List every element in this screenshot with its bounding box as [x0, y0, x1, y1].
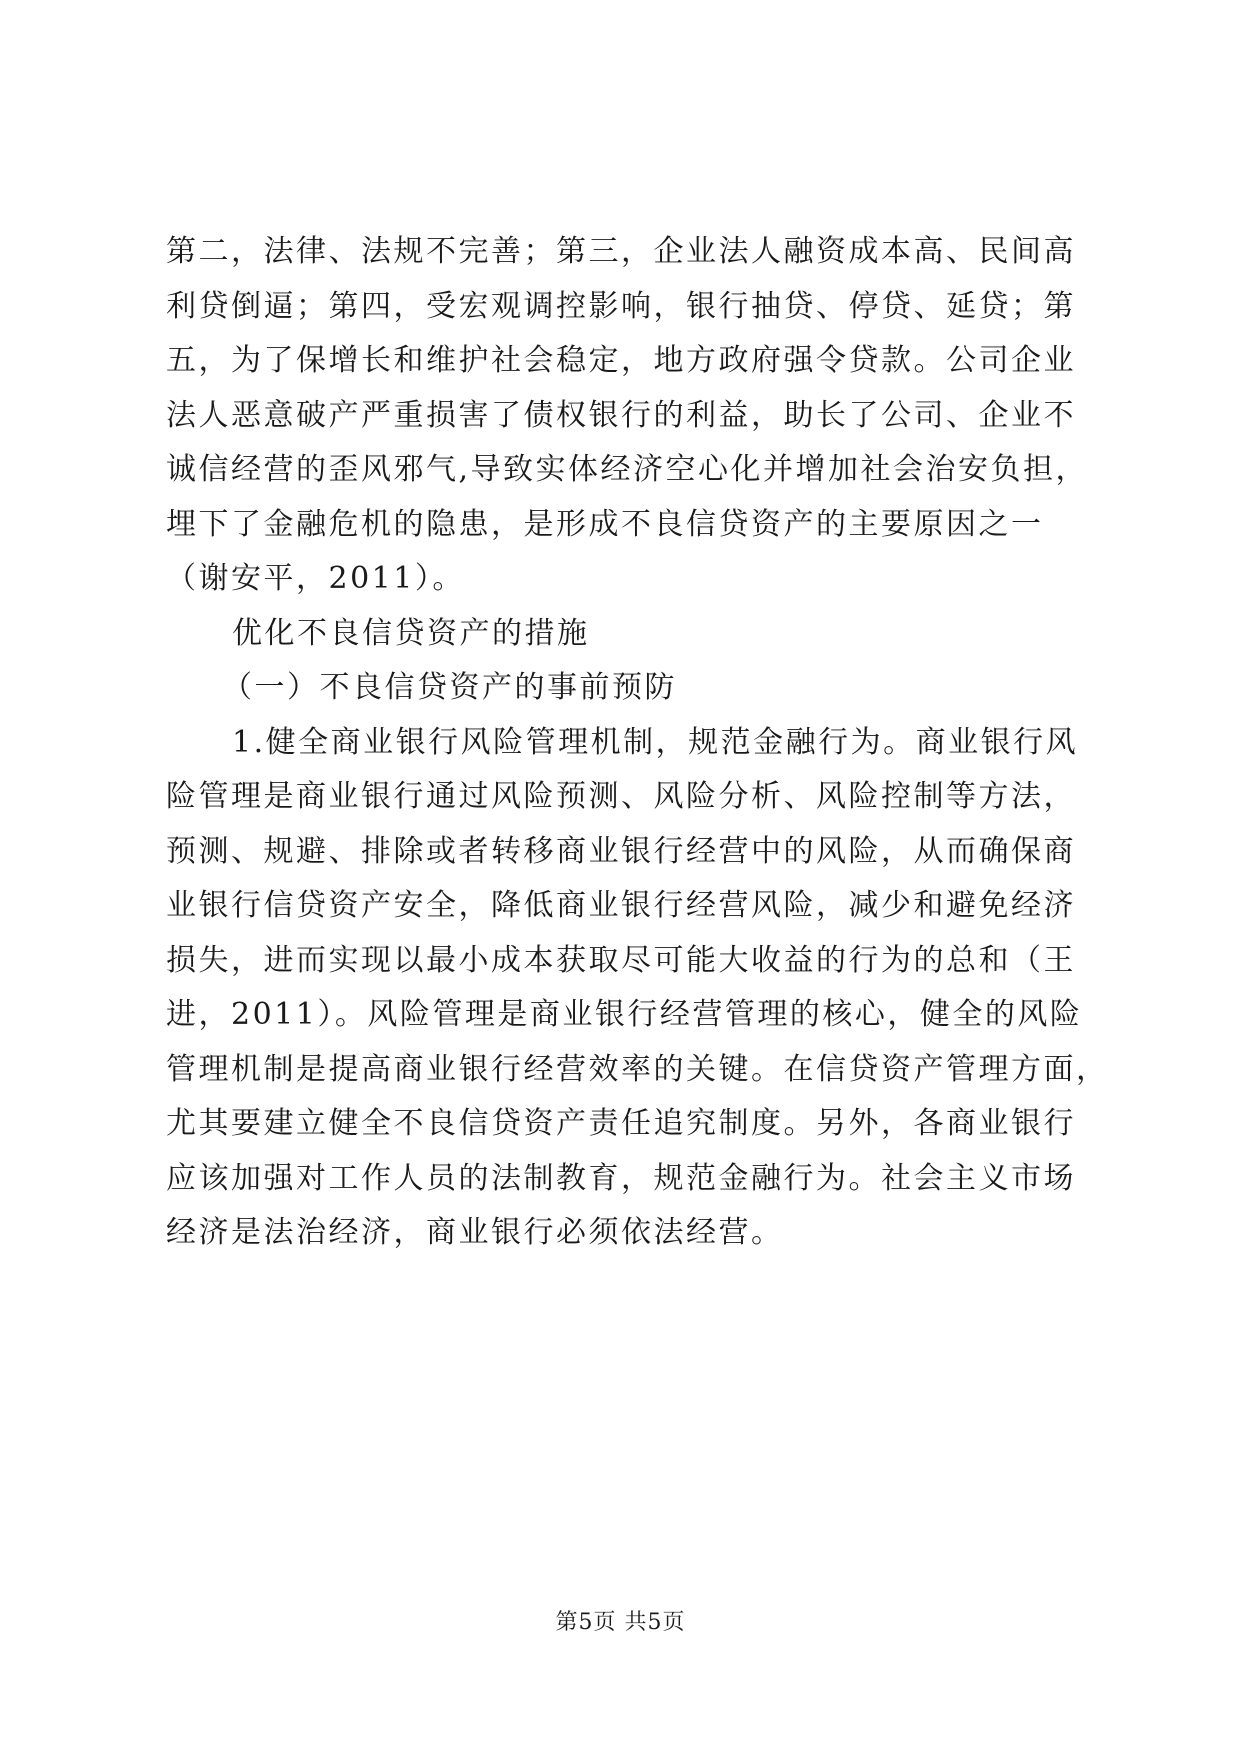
subsection-heading: （一）不良信贷资产的事前预防	[222, 670, 677, 705]
text-line: 诚信经营的歪风邪气,导致实体经济空心化并增加社会治安负担，	[166, 452, 1089, 487]
text-line: 第二，法律、法规不完善；第三，企业法人融资成本高、民间高	[166, 234, 1076, 269]
text-line: 五，为了保增长和维护社会稳定，地方政府强令贷款。公司企业	[166, 343, 1076, 378]
text-line: 尤其要建立健全不良信贷资产责任追究制度。另外，各商业银行	[166, 1106, 1076, 1141]
text-line: 经济是法治经济，商业银行必须依法经营。	[166, 1215, 784, 1250]
text-line: 利贷倒逼；第四，受宏观调控影响，银行抽贷、停贷、延贷；第	[166, 288, 1076, 324]
text-line: 险管理是商业银行通过风险预测、风险分析、风险控制等方法，	[166, 779, 1076, 814]
text-line: 预测、规避、排除或者转移商业银行经营中的风险，从而确保商	[166, 833, 1076, 869]
text-line: 损失，进而实现以最小成本获取尽可能大收益的行为的总和（王	[166, 942, 1076, 978]
text-line: 应该加强对工作人员的法制教育，规范金融行为。社会主义市场	[166, 1160, 1076, 1196]
text-line: 法人恶意破产严重损害了债权银行的利益，助长了公司、企业不	[166, 397, 1076, 433]
body-text	[166, 225, 1109, 1261]
page-number: 第5页 共5页	[555, 1610, 686, 1635]
text-line: 进，2011）。风险管理是商业银行经营管理的核心，健全的风险	[166, 997, 1083, 1032]
section-heading: 优化不良信贷资产的措施	[232, 615, 590, 651]
text-line: （谢安平，2011）。	[166, 561, 465, 596]
text-line: 业银行信贷资产安全，降低商业银行经营风险，减少和避免经济	[166, 888, 1076, 923]
text-line: 管理机制是提高商业银行经营效率的关键。在信贷资产管理方面，	[166, 1051, 1109, 1087]
text-line: 埋下了金融危机的隐患，是形成不良信贷资产的主要原因之一	[166, 506, 1044, 542]
text-line: 1.健全商业银行风险管理机制，规范金融行为。商业银行风	[232, 724, 1079, 760]
